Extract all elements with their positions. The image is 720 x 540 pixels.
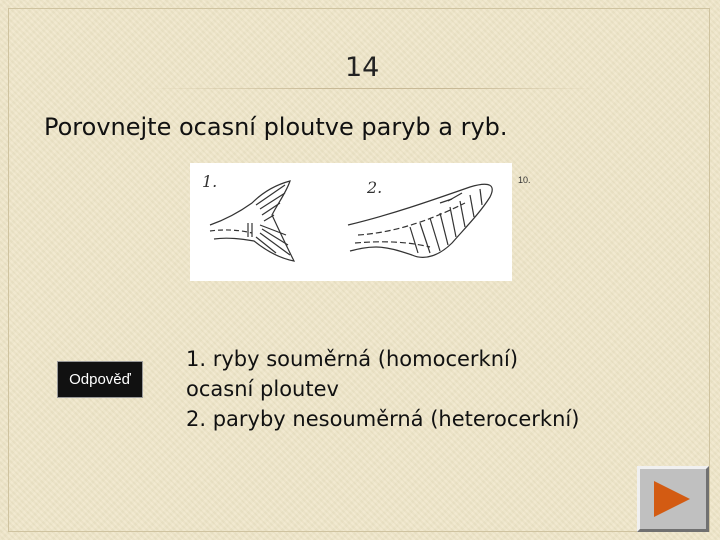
answer-line-3: 2. paryby nesouměrná (heterocerkní) — [186, 407, 580, 431]
answer-line-2: ocasní ploutev — [186, 377, 339, 401]
answer-button[interactable]: Odpověď — [57, 361, 143, 398]
question-text: Porovnejte ocasní ploutve paryb a ryb. — [44, 113, 508, 141]
title-divider — [145, 88, 595, 89]
homocercal-tail-sketch — [210, 181, 294, 261]
figure-label-2: 2. — [367, 178, 383, 197]
tail-fin-figure — [190, 163, 512, 281]
next-slide-button[interactable] — [637, 466, 709, 532]
slide-number: 14 — [345, 52, 380, 83]
answer-text — [186, 344, 579, 434]
figure-reference-number: 10. — [518, 175, 531, 185]
figure-label-1: 1. — [202, 172, 218, 191]
answer-line-1: 1. ryby souměrná (homocerkní) — [186, 347, 519, 371]
play-triangle-icon — [654, 481, 690, 517]
tail-fin-drawing — [190, 163, 512, 281]
